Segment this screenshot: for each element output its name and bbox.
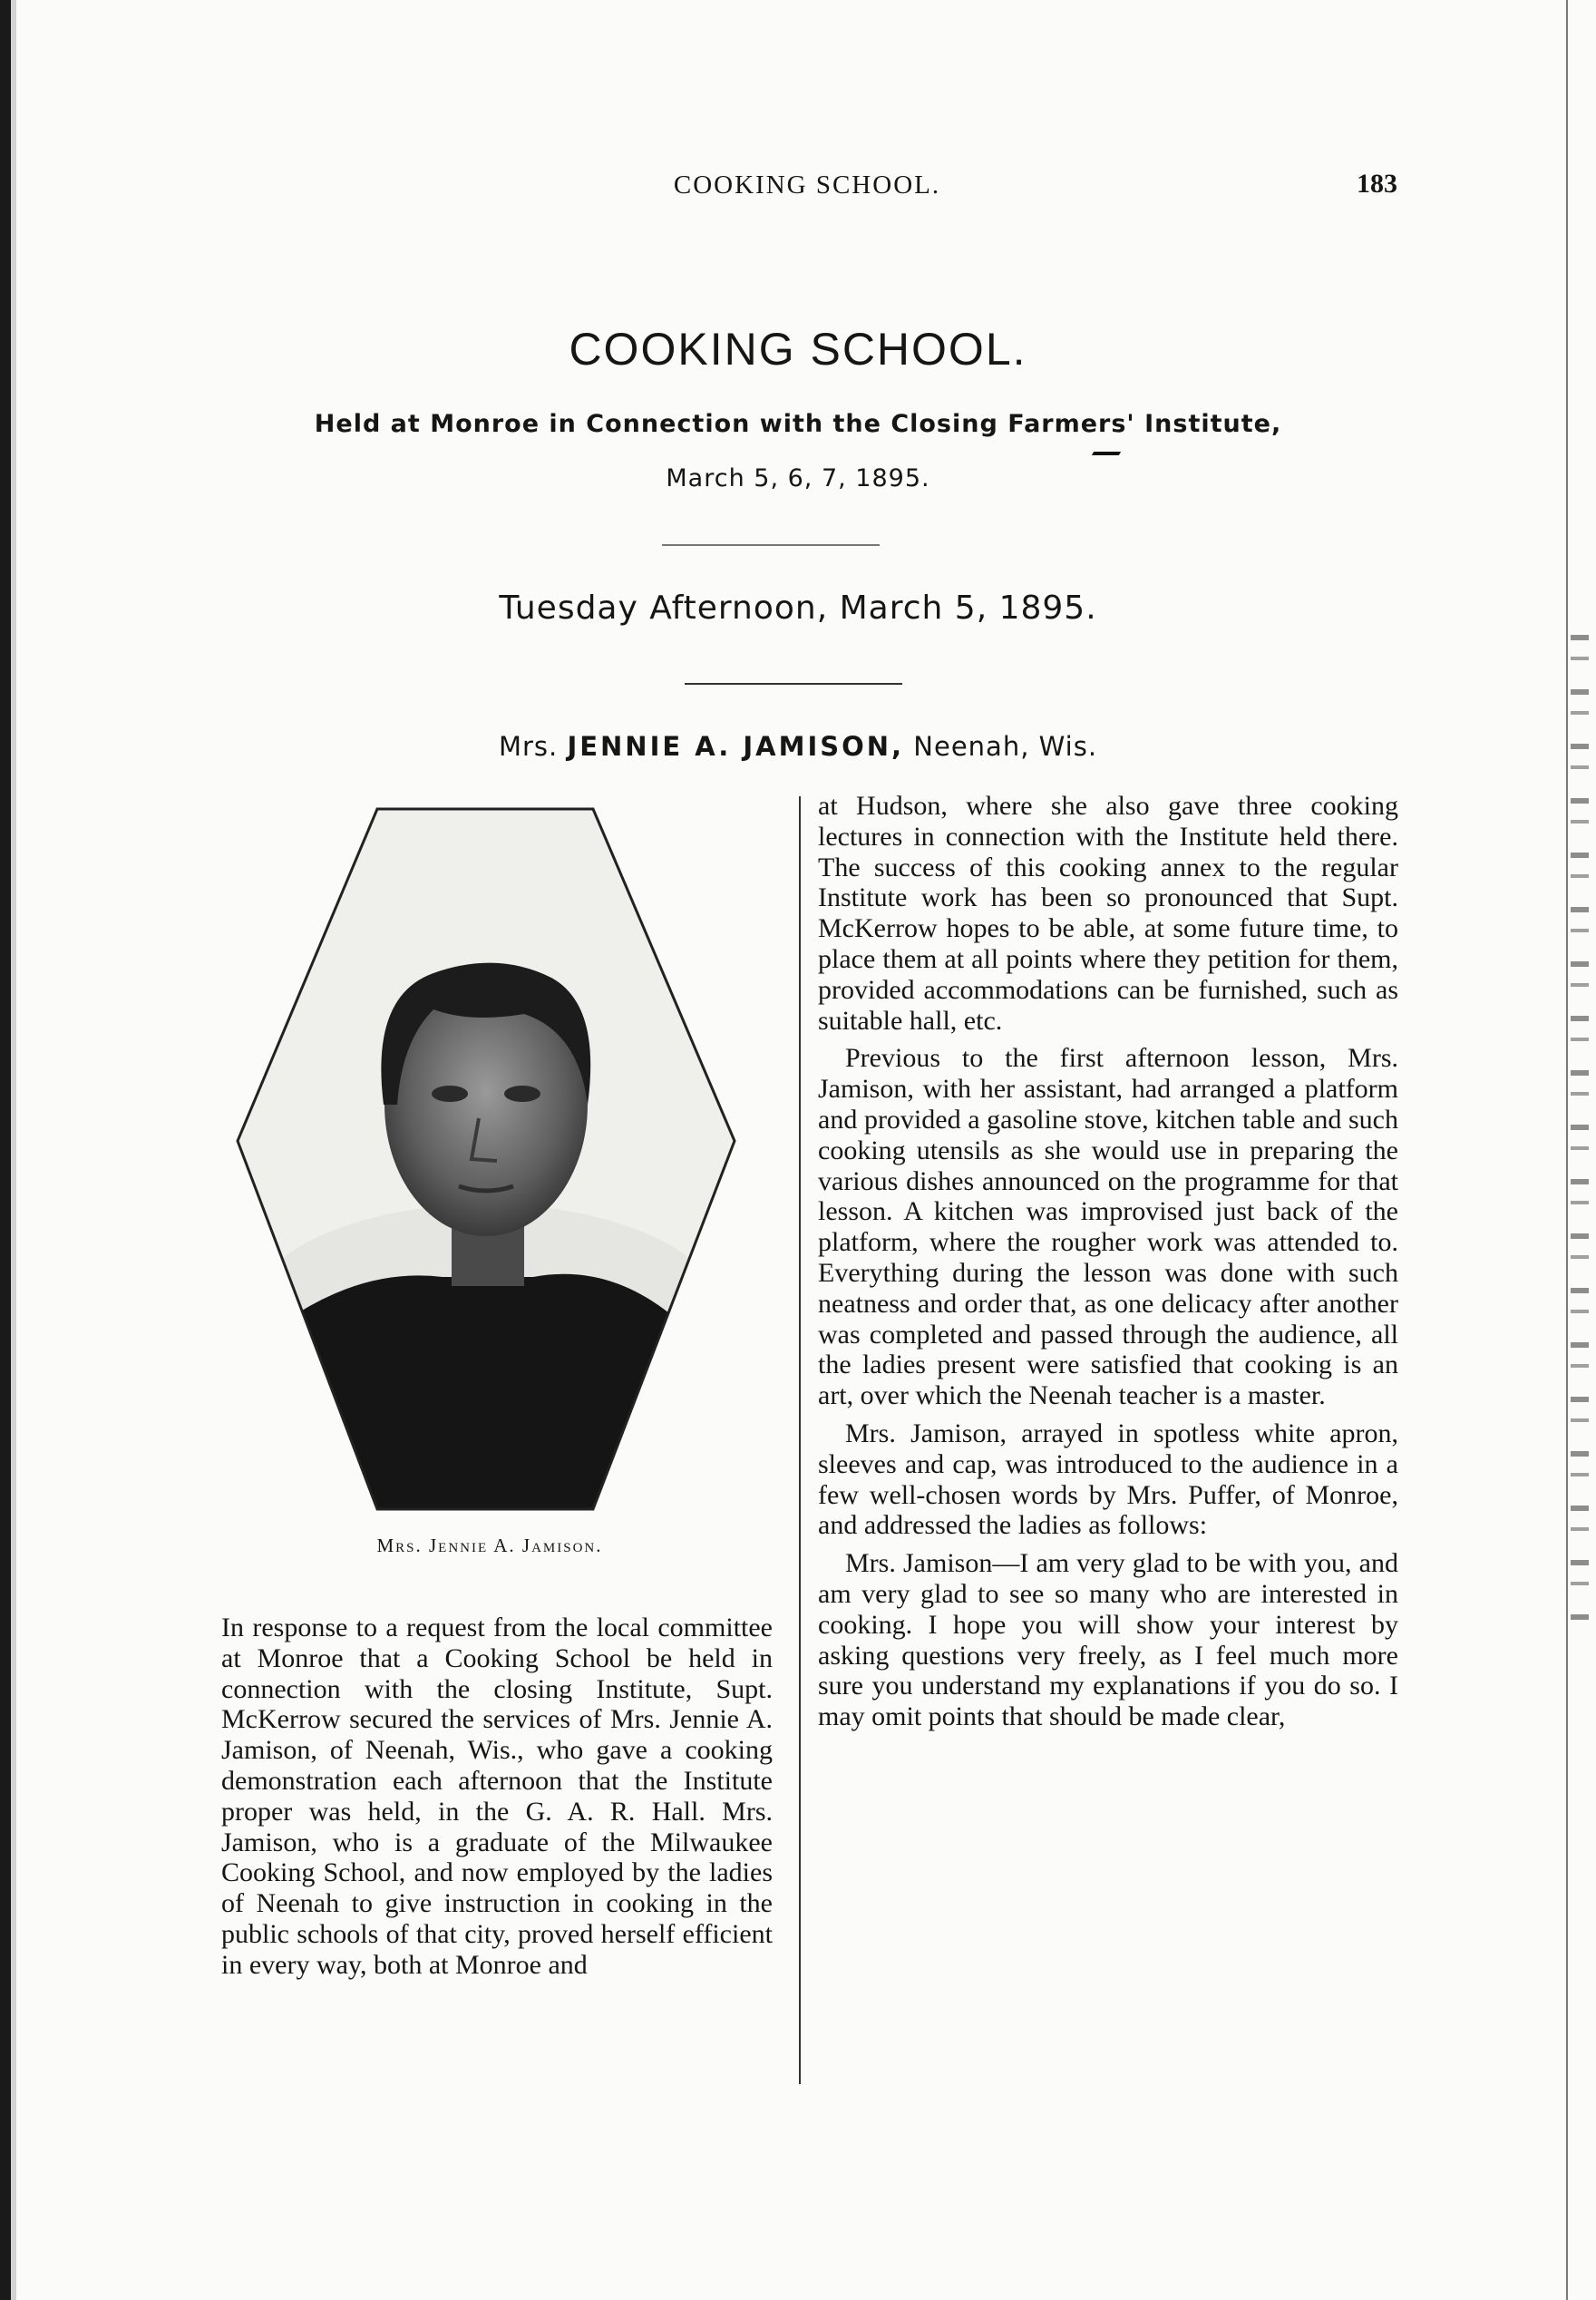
speaker-prefix: Mrs.: [498, 731, 559, 762]
dates-line: March 5, 6, 7, 1895.: [666, 464, 930, 492]
page-number: 183: [1357, 169, 1397, 199]
dress-shape: [270, 1274, 706, 1513]
paragraph: In response to a request from the local committee at Monroe that a Cooking School be held in connection with the closing Institute, Supt. McKerrow secured the services of Mrs. Jennie A. Jamison, of Neenah, Wis., who gave a cooking demonstration each afternoon that the Institute proper was held, in the G. A. R. Hall. Mrs. Jamison, who is a graduate of the Milwaukee Cooking School, and now employed by the ladies of Neenah to give instruction in cooking in the public schools of that city, proved herself efficient in every way, both at Monroe and: [221, 1613, 773, 1980]
speaker-line: [0, 731, 1596, 762]
speaker-name: JENNIE A. JAMISON,: [567, 731, 905, 762]
paragraph: Previous to the first afternoon lesson, Mrs. Jamison, with her assistant, had arranged a platform and provided a gasoline stove, kitchen table and such cooking utensils as she would use in preparing the various dishes announced on the programme for that lesson. A kitchen was improvised just back of the platform, where the rougher work was attended to. Everything during the lesson was done with such neatness and order that, as one delicacy after another was completed and passed through the audience, all the ladies present were satisfied that cooking is an art, over which the Neenah teacher is a master.: [818, 1043, 1398, 1411]
ink-mark: [1092, 452, 1121, 455]
paragraph: at Hudson, where she also gave three cooking lectures in connection with the Institute held there. The success of this cooking annex to the regular Institute work has been so pronounced that Supt. McKerrow hopes to be able, at some future time, to place them at all points where they petition for them, provided accommodations can be furnished, such as suitable hall, etc.: [818, 791, 1398, 1036]
subtitle: Held at Monroe in Connection with the Closing Farmers' Institute,: [314, 410, 1282, 438]
divider-rule: [662, 544, 880, 546]
session-heading: Tuesday Afternoon, March 5, 1895.: [499, 590, 1097, 627]
paragraph: Mrs. Jamison—I am very glad to be with you, and am very glad to see so many who are interested in cooking. I hope you will show your interest by asking questions very freely, as I feel much more sure you understand my explanations if you do so. I may omit points that should be made clear,: [818, 1548, 1398, 1732]
right-column: [818, 791, 1398, 1740]
running-head: COOKING SCHOOL.: [673, 171, 941, 200]
column-divider: [799, 796, 801, 2084]
speaker-place: Neenah, Wis.: [913, 731, 1098, 762]
page-title: COOKING SCHOOL.: [569, 324, 1027, 375]
divider-rule: [685, 683, 902, 685]
left-column: [221, 1613, 773, 1988]
portrait-image: [234, 805, 738, 1513]
portrait-caption: Mrs. Jennie A. Jamison.: [376, 1535, 603, 1556]
paragraph: Mrs. Jamison, arrayed in spotless white apron, sleeves and cap, was introduced to the audience in a few well-chosen words by Mrs. Puffer, of Monroe, and addressed the ladies as follows:: [818, 1418, 1398, 1541]
scan-speckle: [1571, 635, 1589, 1632]
